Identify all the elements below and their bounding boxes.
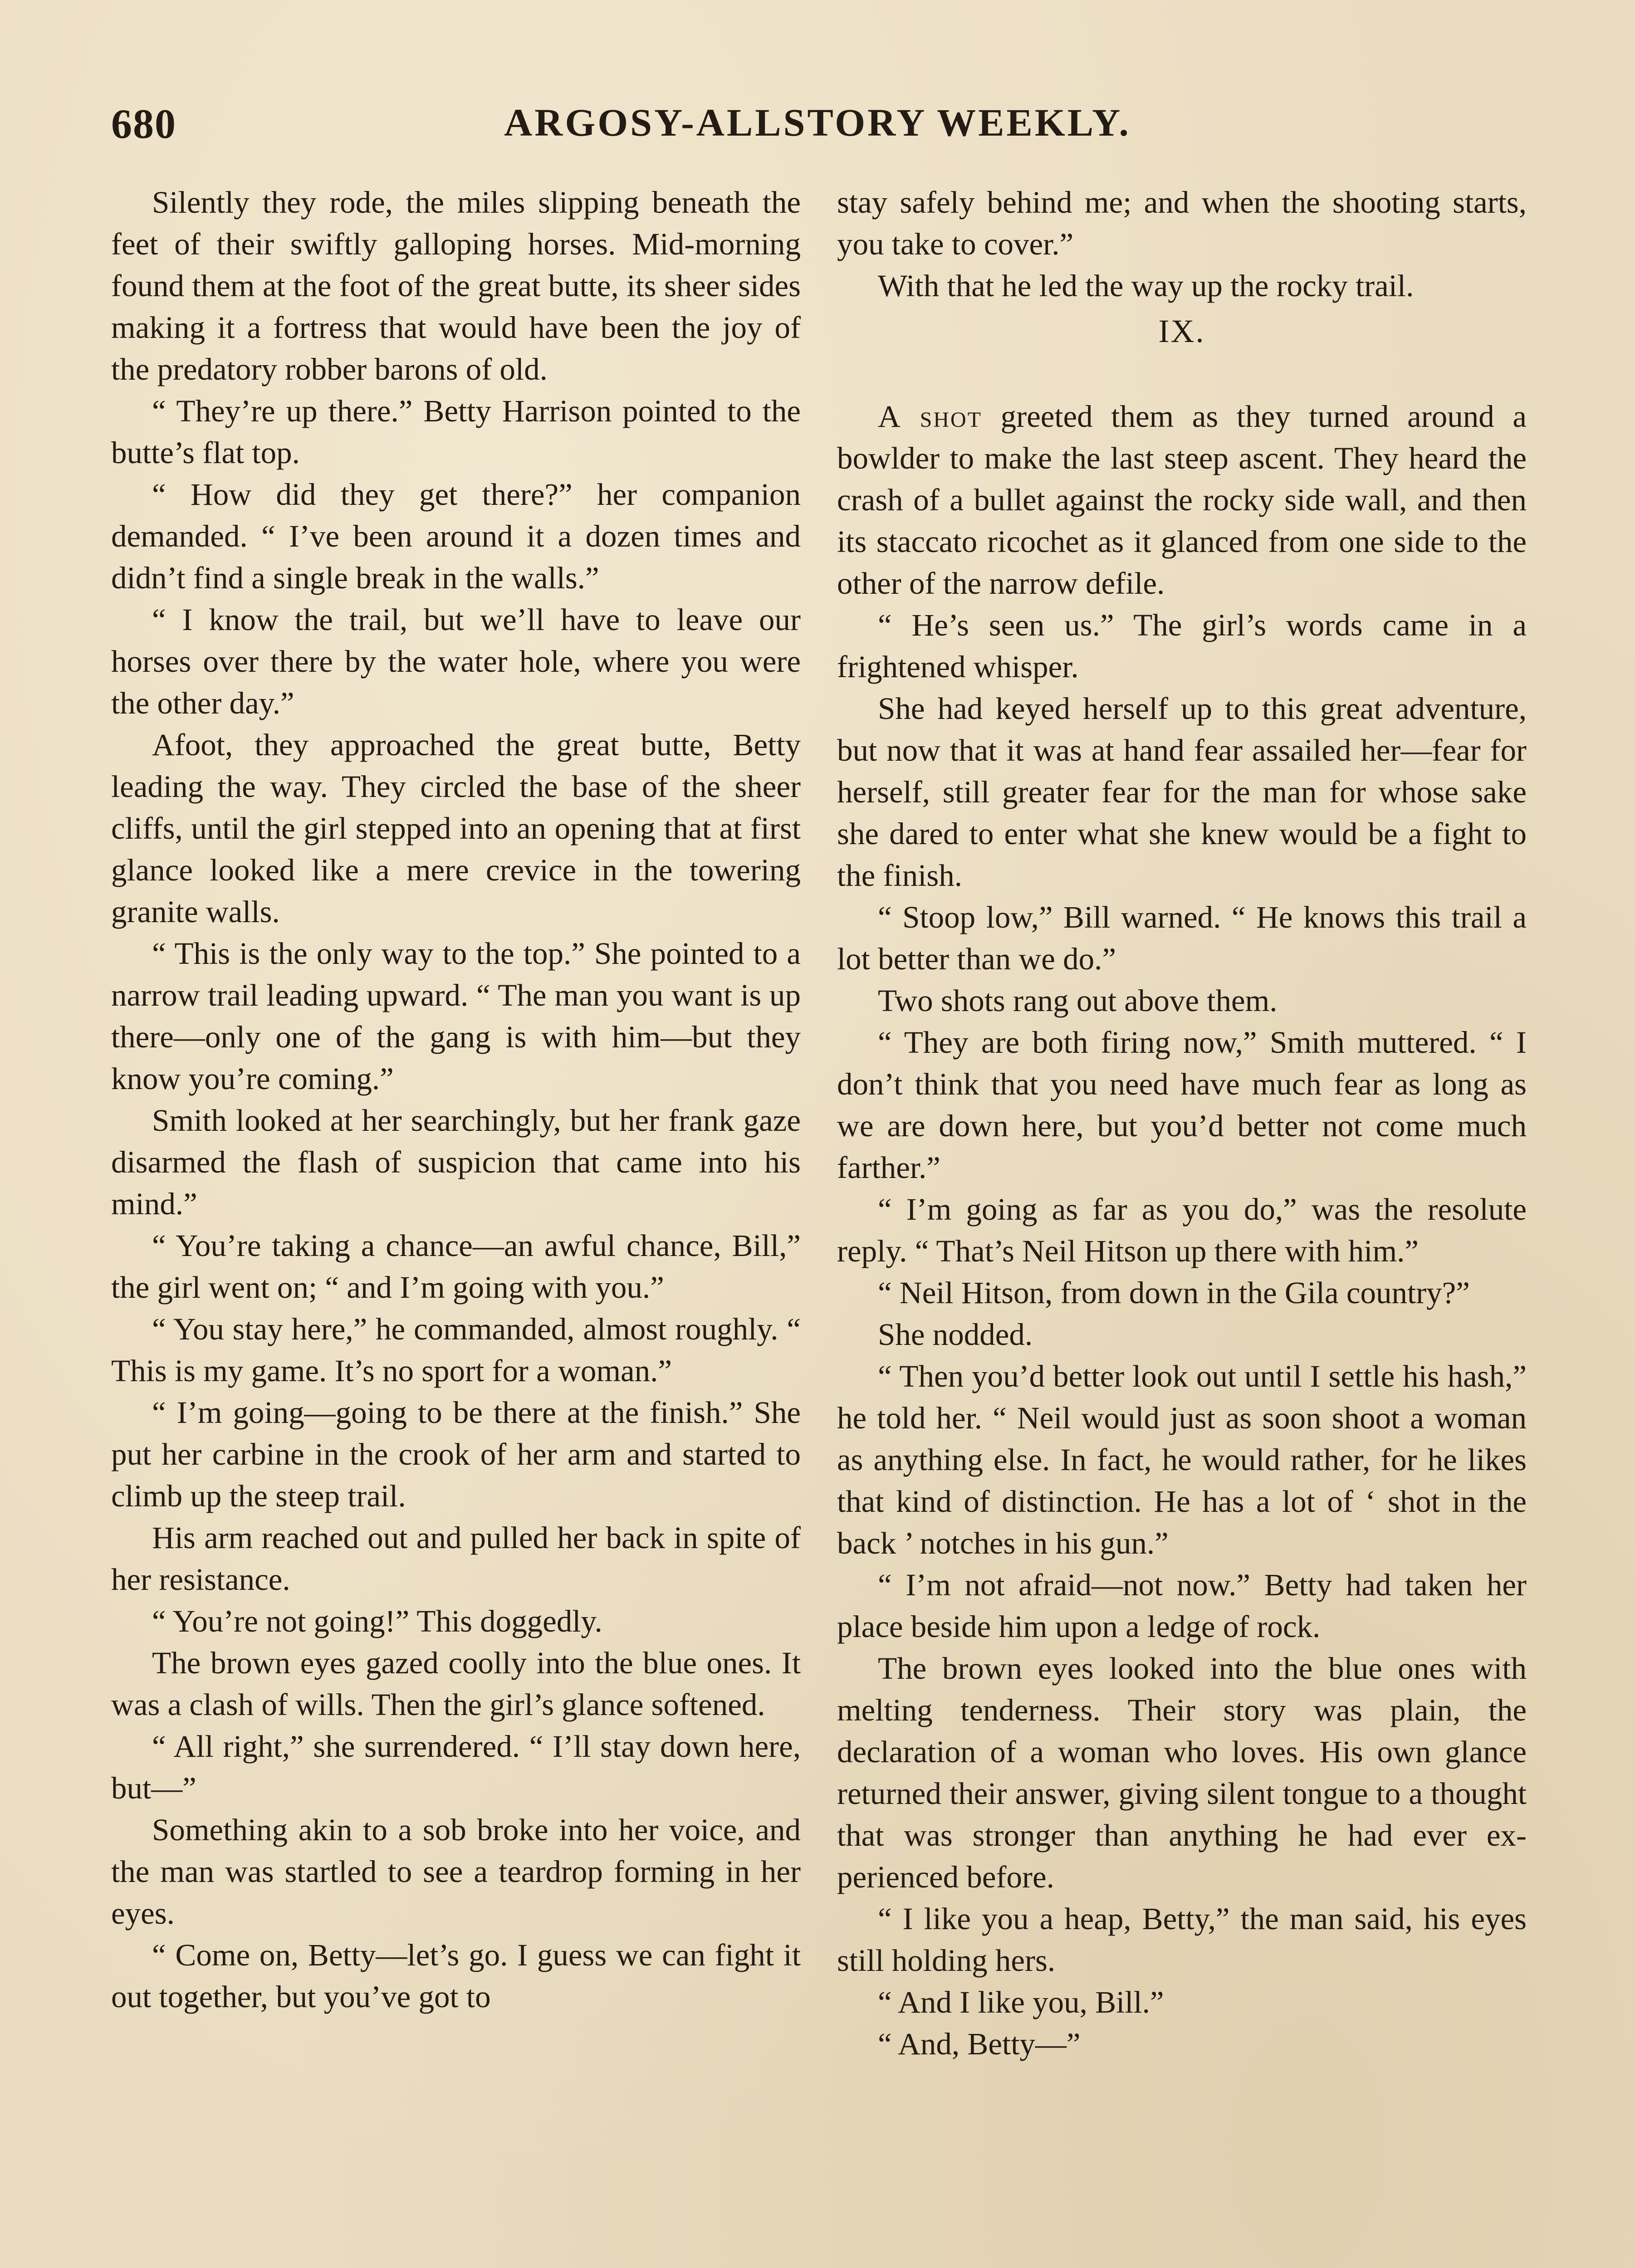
paragraph: “ They are both firing now,” Smith muttered. “ I don’t think that you need have much fear as long as we are down here, but you’d better not come much farther.” [837, 1025, 1527, 1185]
paragraph: Something akin to a sob broke into her voice, and the man was startled to see a teardrop forming in her eyes. [111, 1813, 801, 1931]
paragraph: “ How did they get there?” her companion demanded. “ I’ve been around it a dozen times and didn’t find a single break in the walls.” [111, 477, 801, 595]
paragraph: “ He’s seen us.” The girl’s words came in a frightened whisper. [837, 608, 1527, 684]
paragraph: “ Come on, Betty—let’s go. I guess we can fight it out together, but you’ve got to [111, 1938, 801, 2014]
paragraph: “ You stay here,” he commanded, almost roughly. “ This is my game. It’s no sport for a woman.” [111, 1312, 801, 1388]
paragraph: The brown eyes looked into the blue ones with melting tenderness. Their story was plain, the declaration of a woman who loves. His own glance returned their answer, giving silent tongue to a thought that was stronger than anything he had ever experienced before. [837, 1651, 1527, 1894]
paragraph-continued: stay safely behind me; and when the shooting starts, you take to cover.” [837, 185, 1527, 261]
paragraph: The brown eyes gazed coolly into the blue ones. It was a clash of wills. Then the girl’s glance softened. [111, 1646, 801, 1722]
page-header [111, 100, 1524, 154]
paragraph: “ Neil Hitson, from down in the Gila country?” [878, 1276, 1470, 1310]
paragraph: Afoot, they approached the great butte, Betty leading the way. They circled the base of the sheer cliffs, until the girl stepped into an opening that at first glance looked like a mere crevice in the towering granite walls. [111, 728, 801, 929]
right-column [837, 181, 1527, 2268]
left-column [111, 181, 801, 2268]
paragraph: “ And I like you, Bill.” [878, 1985, 1164, 2019]
page-number: 680 [111, 101, 176, 147]
paragraph: “ I’m not afraid—not now.” Betty had taken her place beside him upon a ledge of rock. [837, 1568, 1527, 1644]
paragraph: “ I’m going—going to be there at the finish.” She put her carbine in the crook of her arm and started to climb up the steep trail. [111, 1395, 801, 1513]
paragraph: Smith looked at her searchingly, but her frank gaze disarmed the flash of suspicion that came into his mind.” [111, 1103, 801, 1221]
paragraph: Silently they rode, the miles slipping beneath the feet of their swiftly galloping horses. Mid-morning found them at the foot of the great butte, its sheer sides making it a fortress that would have been the joy of the predatory robber barons of old. [111, 185, 801, 386]
paragraph: With that he led the way up the rocky trail. [878, 269, 1414, 303]
opening-text: greeted them as they turned around a bowlder to make the last steep ascent. They heard the crash of a bullet against the rocky side wall, and then its staccato ricochet as it glanced from one side to the other of the narrow defile. [837, 399, 1527, 601]
paragraph: “ This is the only way to the top.” She pointed to a narrow trail leading upward. “ The man you want is up there—only one of the gang is with him—but they know you’re coming.” [111, 936, 801, 1096]
paragraph: “ I’m going as far as you do,” was the resolute reply. “ That’s Neil Hitson up there with him.” [837, 1192, 1527, 1268]
paragraph: His arm reached out and pulled her back in spite of her resistance. [111, 1520, 801, 1597]
paragraph: “ You’re taking a chance—an awful chance, Bill,” the girl went on; “ and I’m going with you.” [111, 1228, 801, 1305]
paragraph: “ You’re not going!” This doggedly. [152, 1604, 602, 1638]
paragraph: Two shots rang out above them. [878, 983, 1278, 1018]
paragraph: She had keyed herself up to this great adventure, but now that it was at hand fear assailed her—fear for herself, still greater fear for the man for whose sake she dared to enter what she knew would be a fight to the finish. [837, 691, 1527, 893]
paragraph: “ All right,” she surrendered. “ I’ll stay down here, but—” [111, 1729, 801, 1805]
section-opening-paragraph [837, 396, 1527, 604]
paragraph: She nodded. [878, 1317, 1033, 1352]
paragraph: “ I know the trail, but we’ll have to leave our horses over there by the water hole, where you were the other day.” [111, 602, 801, 720]
paragraph: “ I like you a heap, Betty,” the man said, his eyes still holding hers. [837, 1901, 1527, 1978]
section-heading: IX. [1158, 313, 1205, 349]
paragraph: “ Then you’d better look out until I settle his hash,” he told her. “ Neil would just as soon shoot a woman as anything else. In fact, he would rather, for he likes that kind of distinction. He has a lot of ‘ shot in the back ’ notches in his gun.” [837, 1359, 1527, 1560]
opening-words: A shot [878, 399, 982, 434]
paragraph: “ And, Betty—” [878, 2027, 1081, 2061]
paragraph: “ Stoop low,” Bill warned. “ He knows this trail a lot better than we do.” [837, 900, 1527, 976]
running-head: ARGOSY-ALLSTORY WEEKLY. [504, 101, 1131, 144]
paragraph: “ They’re up there.” Betty Harrison pointed to the butte’s flat top. [111, 394, 801, 470]
